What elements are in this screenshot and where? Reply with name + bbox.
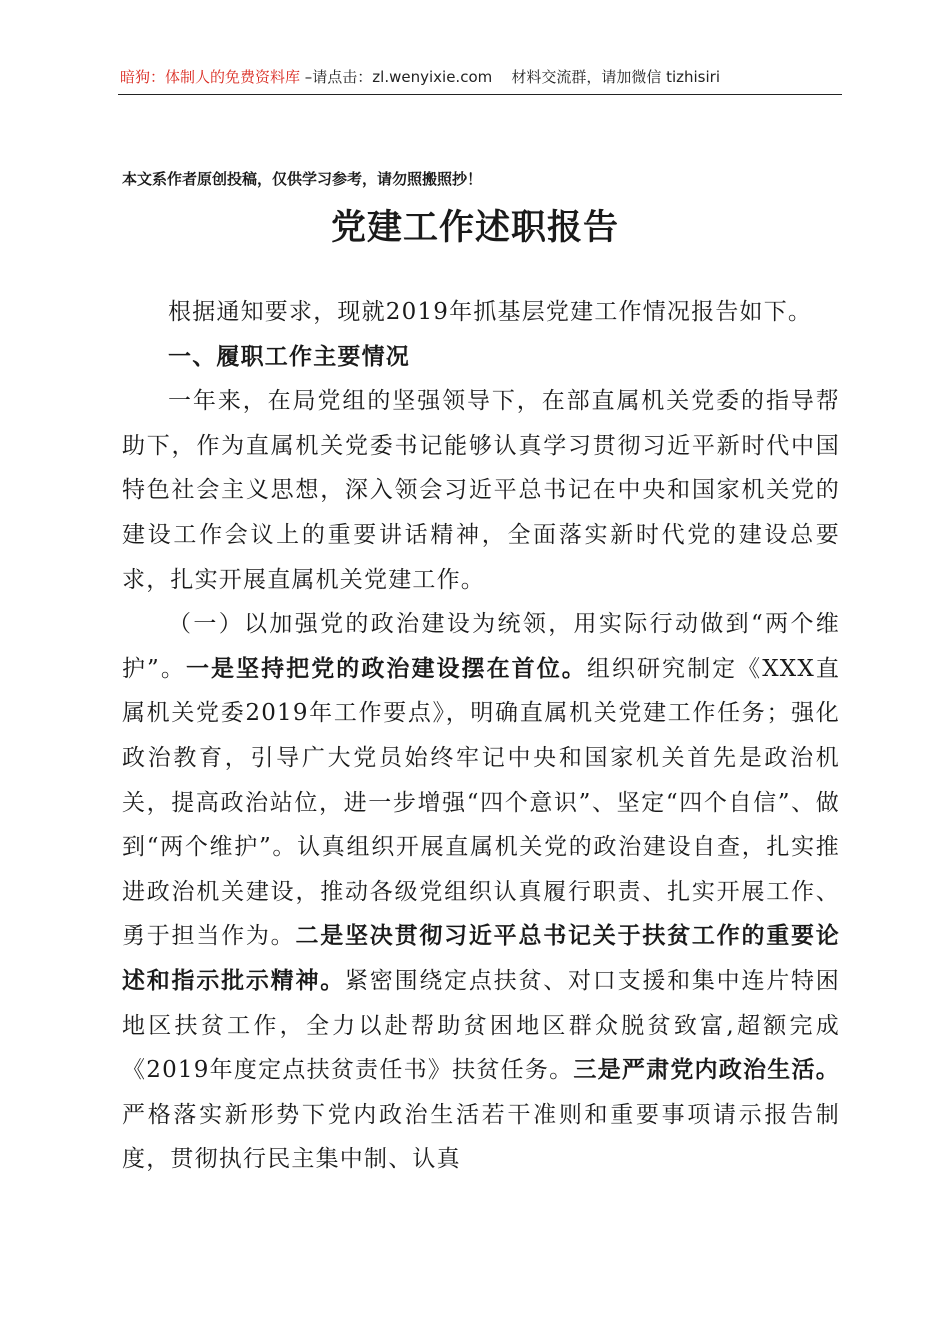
header-click-prefix: –请点击： (300, 68, 373, 86)
section-heading: 一、履职工作主要情况 (168, 343, 410, 370)
intro-paragraph: 根据通知要求，现就2019年抓基层党建工作情况报告如下。 (168, 299, 813, 325)
document-body (122, 290, 840, 1182)
copyright-notice: 本文系作者原创投稿，仅供学习参考，请勿照搬照抄！ (122, 170, 483, 188)
header-site-name: 暗狗：体制人的免费资料库 (120, 68, 301, 86)
point3-title: 三是严肃党内政治生活。 (573, 1056, 840, 1084)
point1-text: 组织研究制定《XXX直属机关党委2019年工作要点》，明确直属机关党建工作任务；强化政治教育，引导广大党员始终牢记中央和国家机关首先是政治机关，提高政治站位，进一步增强“四个意识”、坚定“四个自信”、做到“两个维护”。认真组织开展直属机关党的政治建设自查，扎实推进政治机关建设，推动各级党组织认真履行职责、扎实开展工作、勇于担当作为。 (122, 655, 841, 950)
document-title: 党建工作述职报告 (330, 207, 619, 248)
header-url-link[interactable]: zl.wenyixie.com (372, 68, 493, 86)
point3-text: 严格落实新形势下党内政治生活若干准则和重要事项请示报告制度，贯彻执行民主集中制、认真 (122, 1101, 840, 1173)
header-divider (118, 94, 842, 95)
point2-title: 二是坚决贯彻习近平总书记关于扶贫工作的重要论述和指示批示精神。 (122, 922, 840, 994)
page-header (120, 66, 842, 94)
sub-heading: （一）以加强党的政治建设为统领，用实际行动做到“两个维护”。 (122, 611, 840, 682)
point1-title: 一是坚持把党的政治建设摆在首位。 (185, 654, 587, 682)
header-group-text: 材料交流群，请加微信 tizhisiri (511, 68, 720, 86)
paragraph-overview: 一年来，在局党组的坚强领导下，在部直属机关党委的指导帮助下，作为直属机关党委书记能够认真学习贯彻习近平新时代中国特色社会主义思想，深入领会习近平总书记在中央和国家机关党的建设工作会议上的重要讲话精神，全面落实新时代党的建设总要求，扎实开展直属机关党建工作。 (122, 388, 840, 593)
point2-text: 紧密围绕定点扶贫、对口支援和集中连片特困地区扶贫工作，全力以赴帮助贫困地区群众脱贫致富,超额完成《2019年度定点扶贫责任书》扶贫任务。 (122, 967, 840, 1084)
paragraph-political-building (122, 602, 840, 1182)
